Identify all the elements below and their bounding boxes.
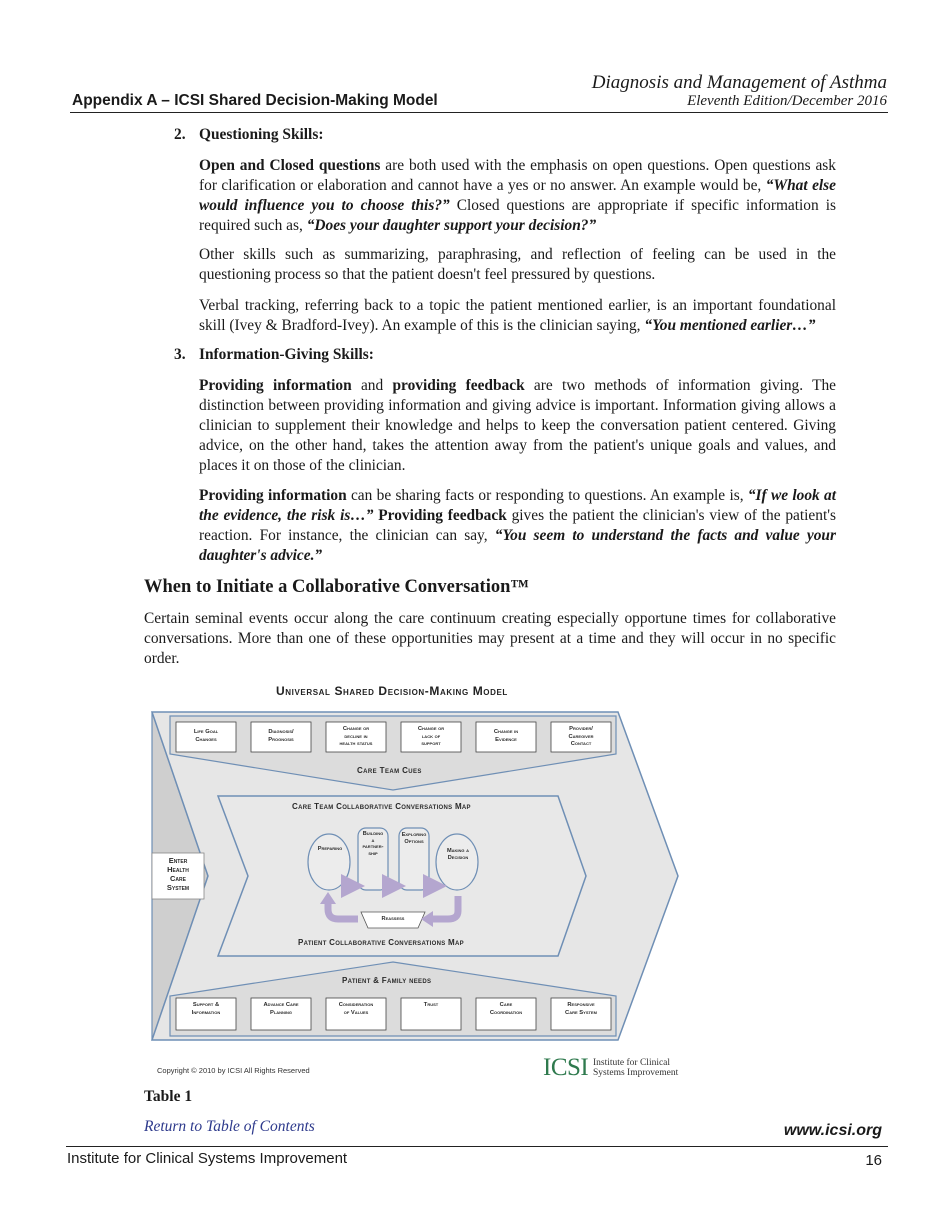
text: Closed questions are appropriate if specific information is required such as,	[199, 197, 837, 234]
label-line: support	[421, 741, 441, 747]
bottom-need-label	[551, 1002, 611, 1017]
reassess-label: Reassess	[381, 916, 405, 922]
label-line: Health	[167, 865, 189, 874]
step-building-label	[358, 831, 388, 857]
label-line: Responsive	[567, 1002, 595, 1008]
term: Providing information	[199, 377, 352, 394]
bottom-need-label	[476, 1002, 536, 1017]
label-line: ship	[368, 850, 378, 857]
label-line: Caregiver	[568, 733, 594, 740]
step-deciding-label	[436, 848, 480, 861]
label-line: Evidence	[495, 736, 517, 743]
label-line: decline in	[344, 733, 368, 740]
label-line: Consideration	[338, 1002, 374, 1008]
text: are two methods of information giving. The distinction between providing information and giving advice is important. Information giving allows a clinician to supplement their knowledge and helps to keep the conversation patient centered. Giving advice, on the other hand, takes the attention away from the patient's unique goals and values, and places it on those of the clinician.	[199, 377, 837, 474]
footer-rule	[66, 1146, 888, 1147]
preparing-ellipse	[308, 834, 350, 890]
care-team-map-label: Care Team Collaborative Conversations Map	[292, 802, 471, 811]
label-line: partner-	[362, 844, 384, 850]
care-team-cues-label: Care Team Cues	[357, 766, 422, 775]
bottom-need-label	[251, 1002, 311, 1017]
label-line: Life Goal	[193, 729, 219, 735]
section-3-title: Information-Giving Skills:	[199, 346, 374, 363]
term: Providing feedback	[378, 507, 507, 524]
family-needs-label: Patient & Family needs	[342, 976, 432, 985]
section-2-paragraph-2: Other skills such as summarizing, paraphrasing, and reflection of feeling can be used in the questioning process so that the patient doesn't feel pressured by questions.	[199, 246, 836, 283]
footer-organization: Institute for Clinical Systems Improvement	[67, 1150, 348, 1167]
text: can be sharing facts or responding to questions. An example is,	[346, 487, 748, 504]
label-line: Changes	[195, 736, 217, 743]
table-label: Table 1	[144, 1088, 193, 1105]
label-line: Enter	[168, 856, 188, 865]
document-edition: Eleventh Edition/December 2016	[687, 93, 887, 109]
appendix-heading: Appendix A – ICSI Shared Decision-Making Model	[72, 92, 438, 109]
label-line: Care	[170, 874, 186, 883]
quote: “Does your daughter support your decision?”	[306, 217, 597, 234]
quote: “If we look at the evidence, the risk is…”	[199, 487, 836, 524]
label-line: Prognosis	[268, 736, 294, 743]
icsi-logo: ICSI	[543, 1054, 589, 1081]
section-3-number: 3.	[174, 346, 186, 363]
initiate-paragraph: Certain seminal events occur along the care continuum creating especially opportune times for collaborative conversations. More than one of these opportunities may present at a time and they will occur in no specific order.	[144, 610, 836, 667]
text: and	[351, 377, 393, 394]
label-line: Care	[499, 1002, 513, 1008]
label-line: System	[166, 883, 190, 892]
initiate-heading: When to Initiate a Collaborative Conversation™	[144, 577, 529, 597]
text: are both used with the emphasis on open questions. Open questions ask for clarification or elaboration and cannot have a yes or no answer. An example would be,	[199, 157, 836, 194]
section-2-paragraph-3	[199, 296, 836, 336]
top-cue-label	[326, 726, 386, 749]
section-2-paragraph-1	[199, 156, 836, 236]
label-line: Provider/	[569, 726, 593, 732]
label-line: Contact	[570, 741, 592, 747]
top-cue-label	[401, 726, 461, 749]
label-line: Making a	[447, 848, 469, 854]
label-line: Options	[404, 838, 424, 845]
label-line: lack of	[421, 733, 441, 740]
label-line: Change or	[417, 726, 445, 732]
step-preparing-label	[308, 846, 352, 853]
quote: “What else would influence you to choose this?”	[199, 177, 836, 214]
top-cue-label	[476, 729, 536, 744]
bottom-need-label	[401, 1002, 461, 1010]
website-url: www.icsi.org	[783, 1122, 882, 1139]
section-2-title: Questioning Skills:	[199, 126, 324, 143]
section-2-number: 2.	[174, 126, 186, 143]
label-line: Change in	[493, 729, 519, 735]
label-line: Planning	[269, 1009, 293, 1016]
label-line: a	[371, 837, 375, 844]
top-cue-label	[176, 729, 236, 744]
top-cue-label	[251, 729, 311, 744]
logo-sub-line: Institute for Clinical	[593, 1058, 671, 1068]
label-line: Information	[191, 1009, 221, 1016]
patient-map-label: Patient Collaborative Conversations Map	[298, 938, 464, 947]
label-line: Decision	[447, 854, 469, 861]
text: gives the patient the clinician's view of the patient's reaction. For instance, the clinician can say,	[199, 507, 836, 544]
label-line: of Values	[343, 1009, 369, 1016]
label-line: Coordination	[489, 1009, 523, 1016]
figure-title: Universal Shared Decision-Making Model	[276, 684, 508, 698]
document-title: Diagnosis and Management of Asthma	[591, 72, 887, 93]
label-line: health status	[339, 741, 373, 747]
label-line: Trust	[423, 1002, 439, 1008]
step-exploring-label	[399, 832, 429, 845]
label-line: Care System	[565, 1009, 597, 1016]
top-cue-label	[551, 726, 611, 749]
quote: “You mentioned earlier…”	[644, 317, 816, 334]
header-rule	[70, 112, 888, 113]
text: Verbal tracking, referring back to a topic the patient mentioned earlier, is an important foundational skill (Ivey & Bradford-Ivey). An example of this is the clinician saying,	[199, 297, 836, 334]
label-line: Change or	[342, 726, 370, 732]
shared-decision-model-diagram	[148, 706, 688, 1046]
term: providing feedback	[392, 377, 525, 394]
label-line: Advance Care	[263, 1002, 299, 1008]
bottom-need-label	[326, 1002, 386, 1017]
bottom-need-label	[176, 1002, 236, 1017]
copyright-notice: Copyright © 2010 by ICSI All Rights Reserved	[157, 1066, 310, 1075]
section-3-paragraph-2	[199, 486, 836, 566]
deciding-ellipse	[436, 834, 478, 890]
label-line: Support &	[192, 1002, 220, 1008]
label-line: Diagnosis/	[268, 729, 294, 735]
page-number: 16	[865, 1152, 882, 1169]
logo-sub-line: Systems Improvement	[593, 1068, 679, 1078]
term: Providing information	[199, 487, 347, 504]
quote: “You seem to understand the facts and value your daughter's advice.”	[199, 527, 836, 564]
return-to-toc-link[interactable]: Return to Table of Contents	[144, 1118, 315, 1135]
label-line: Preparing	[317, 846, 343, 852]
term-open-closed: Open and Closed questions	[199, 157, 381, 174]
icsi-logo-subtitle	[593, 1058, 678, 1078]
enter-system-label	[153, 856, 203, 892]
label-line: Exploring	[401, 832, 427, 838]
section-3-paragraph-1	[199, 376, 836, 476]
label-line: Building	[362, 831, 384, 837]
